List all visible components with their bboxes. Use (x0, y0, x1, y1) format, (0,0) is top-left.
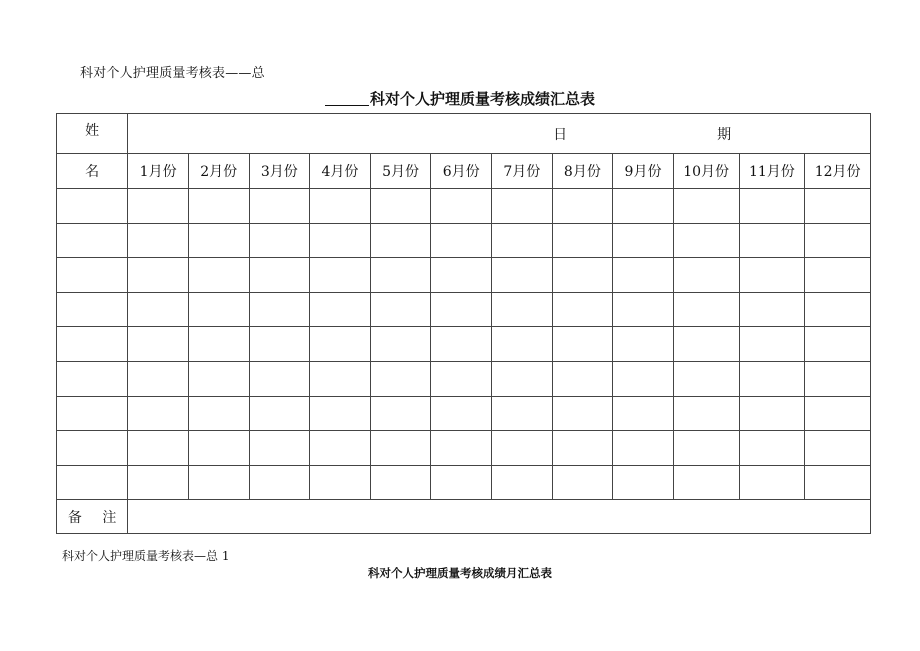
header-row-top (57, 114, 871, 154)
score-cell[interactable] (431, 396, 492, 431)
name-cell[interactable] (57, 465, 128, 500)
score-cell[interactable] (739, 396, 805, 431)
score-cell[interactable] (310, 465, 371, 500)
month-header: 3月份 (249, 154, 310, 189)
score-cell[interactable] (739, 292, 805, 327)
score-cell[interactable] (552, 258, 613, 293)
name-header-top: 姓 (57, 114, 128, 154)
score-cell[interactable] (673, 396, 739, 431)
score-cell[interactable] (370, 327, 431, 362)
score-cell[interactable] (805, 396, 871, 431)
score-cell[interactable] (673, 189, 739, 224)
score-cell[interactable] (739, 189, 805, 224)
score-cell[interactable] (128, 396, 189, 431)
table-row (57, 292, 871, 327)
score-cell[interactable] (552, 431, 613, 466)
score-cell[interactable] (128, 327, 189, 362)
score-cell[interactable] (552, 396, 613, 431)
score-cell[interactable] (431, 465, 492, 500)
score-cell[interactable] (310, 258, 371, 293)
score-cell[interactable] (128, 223, 189, 258)
score-cell[interactable] (128, 431, 189, 466)
table-row (57, 465, 871, 500)
score-cell[interactable] (491, 465, 552, 500)
score-cell[interactable] (310, 292, 371, 327)
score-cell[interactable] (431, 189, 492, 224)
header-row-months (57, 154, 871, 189)
score-cell[interactable] (249, 396, 310, 431)
score-cell[interactable] (491, 327, 552, 362)
score-cell[interactable] (491, 223, 552, 258)
score-cell[interactable] (552, 223, 613, 258)
score-cell[interactable] (739, 465, 805, 500)
name-cell[interactable] (57, 431, 128, 466)
score-cell[interactable] (310, 189, 371, 224)
score-cell[interactable] (188, 292, 249, 327)
footer-subtitle: 科对个人护理质量考核成绩月汇总表 (368, 566, 552, 580)
page-title (0, 88, 920, 109)
score-cell[interactable] (739, 327, 805, 362)
month-header: 4月份 (310, 154, 371, 189)
score-cell[interactable] (613, 292, 674, 327)
table-row (57, 361, 871, 396)
table-row (57, 223, 871, 258)
name-cell[interactable] (57, 396, 128, 431)
month-header: 8月份 (552, 154, 613, 189)
score-cell[interactable] (805, 361, 871, 396)
score-cell[interactable] (128, 292, 189, 327)
score-cell[interactable] (673, 431, 739, 466)
name-cell[interactable] (57, 189, 128, 224)
date-header (128, 114, 871, 154)
month-header: 12月份 (805, 154, 871, 189)
score-cell[interactable] (188, 189, 249, 224)
summary-table (56, 113, 871, 534)
score-cell[interactable] (249, 189, 310, 224)
name-cell[interactable] (57, 361, 128, 396)
score-cell[interactable] (673, 258, 739, 293)
name-cell[interactable] (57, 292, 128, 327)
score-cell[interactable] (188, 396, 249, 431)
score-cell[interactable] (552, 327, 613, 362)
score-cell[interactable] (805, 292, 871, 327)
month-header: 5月份 (370, 154, 431, 189)
score-cell[interactable] (188, 327, 249, 362)
score-cell[interactable] (188, 431, 249, 466)
score-cell[interactable] (739, 361, 805, 396)
name-cell[interactable] (57, 258, 128, 293)
score-cell[interactable] (491, 361, 552, 396)
department-blank-line[interactable] (325, 91, 369, 106)
score-cell[interactable] (673, 361, 739, 396)
score-cell[interactable] (739, 258, 805, 293)
month-header: 7月份 (491, 154, 552, 189)
score-cell[interactable] (805, 189, 871, 224)
score-cell[interactable] (673, 465, 739, 500)
score-cell[interactable] (491, 258, 552, 293)
score-cell[interactable] (370, 189, 431, 224)
month-header: 2月份 (188, 154, 249, 189)
score-cell[interactable] (188, 465, 249, 500)
date-header-left: 日 (553, 126, 568, 143)
score-cell[interactable] (370, 258, 431, 293)
score-cell[interactable] (552, 465, 613, 500)
score-cell[interactable] (249, 223, 310, 258)
score-cell[interactable] (491, 189, 552, 224)
footer-caption: 科对个人护理质量考核表—总 1 (62, 549, 230, 563)
table-row (57, 396, 871, 431)
note-row (57, 500, 871, 534)
score-cell[interactable] (249, 292, 310, 327)
score-cell[interactable] (249, 431, 310, 466)
note-cell[interactable] (128, 500, 871, 534)
score-cell[interactable] (613, 189, 674, 224)
score-cell[interactable] (370, 361, 431, 396)
score-cell[interactable] (491, 431, 552, 466)
score-cell[interactable] (613, 431, 674, 466)
score-cell[interactable] (613, 465, 674, 500)
month-header: 1月份 (128, 154, 189, 189)
score-cell[interactable] (310, 396, 371, 431)
score-cell[interactable] (249, 361, 310, 396)
score-cell[interactable] (613, 396, 674, 431)
score-cell[interactable] (805, 431, 871, 466)
score-cell[interactable] (431, 292, 492, 327)
name-header-bottom: 名 (57, 154, 128, 189)
score-cell[interactable] (310, 361, 371, 396)
score-cell[interactable] (188, 223, 249, 258)
score-cell[interactable] (552, 189, 613, 224)
score-cell[interactable] (310, 431, 371, 466)
table-row (57, 327, 871, 362)
score-cell[interactable] (613, 258, 674, 293)
score-cell[interactable] (128, 465, 189, 500)
score-cell[interactable] (552, 292, 613, 327)
score-cell[interactable] (491, 292, 552, 327)
score-cell[interactable] (613, 223, 674, 258)
table-row (57, 258, 871, 293)
score-cell[interactable] (249, 327, 310, 362)
month-header: 10月份 (673, 154, 739, 189)
score-cell[interactable] (431, 431, 492, 466)
page-title-text: 科对个人护理质量考核成绩汇总表 (369, 90, 595, 108)
score-cell[interactable] (431, 361, 492, 396)
score-cell[interactable] (673, 327, 739, 362)
score-cell[interactable] (128, 258, 189, 293)
score-cell[interactable] (739, 431, 805, 466)
name-cell[interactable] (57, 327, 128, 362)
score-cell[interactable] (310, 327, 371, 362)
month-header: 9月份 (613, 154, 674, 189)
table-row (57, 189, 871, 224)
score-cell[interactable] (805, 327, 871, 362)
score-cell[interactable] (431, 327, 492, 362)
date-header-right: 期 (717, 126, 732, 143)
month-header: 11月份 (739, 154, 805, 189)
name-cell[interactable] (57, 223, 128, 258)
score-cell[interactable] (370, 465, 431, 500)
note-label: 备 注 (57, 500, 128, 534)
score-cell[interactable] (805, 465, 871, 500)
score-cell[interactable] (249, 258, 310, 293)
score-cell[interactable] (491, 396, 552, 431)
score-cell[interactable] (552, 361, 613, 396)
score-cell[interactable] (739, 223, 805, 258)
score-cell[interactable] (370, 431, 431, 466)
score-cell[interactable] (370, 292, 431, 327)
table-row (57, 431, 871, 466)
score-cell[interactable] (431, 258, 492, 293)
month-header: 6月份 (431, 154, 492, 189)
score-cell[interactable] (188, 361, 249, 396)
score-cell[interactable] (249, 465, 310, 500)
score-cell[interactable] (370, 223, 431, 258)
score-cell[interactable] (128, 361, 189, 396)
score-cell[interactable] (613, 361, 674, 396)
score-cell[interactable] (613, 327, 674, 362)
score-cell[interactable] (673, 292, 739, 327)
score-cell[interactable] (673, 223, 739, 258)
score-cell[interactable] (431, 223, 492, 258)
score-cell[interactable] (188, 258, 249, 293)
score-cell[interactable] (310, 223, 371, 258)
score-cell[interactable] (805, 223, 871, 258)
score-cell[interactable] (128, 189, 189, 224)
page-caption: 科对个人护理质量考核表——总 (80, 66, 265, 81)
score-cell[interactable] (805, 258, 871, 293)
table-body (57, 189, 871, 500)
score-cell[interactable] (370, 396, 431, 431)
